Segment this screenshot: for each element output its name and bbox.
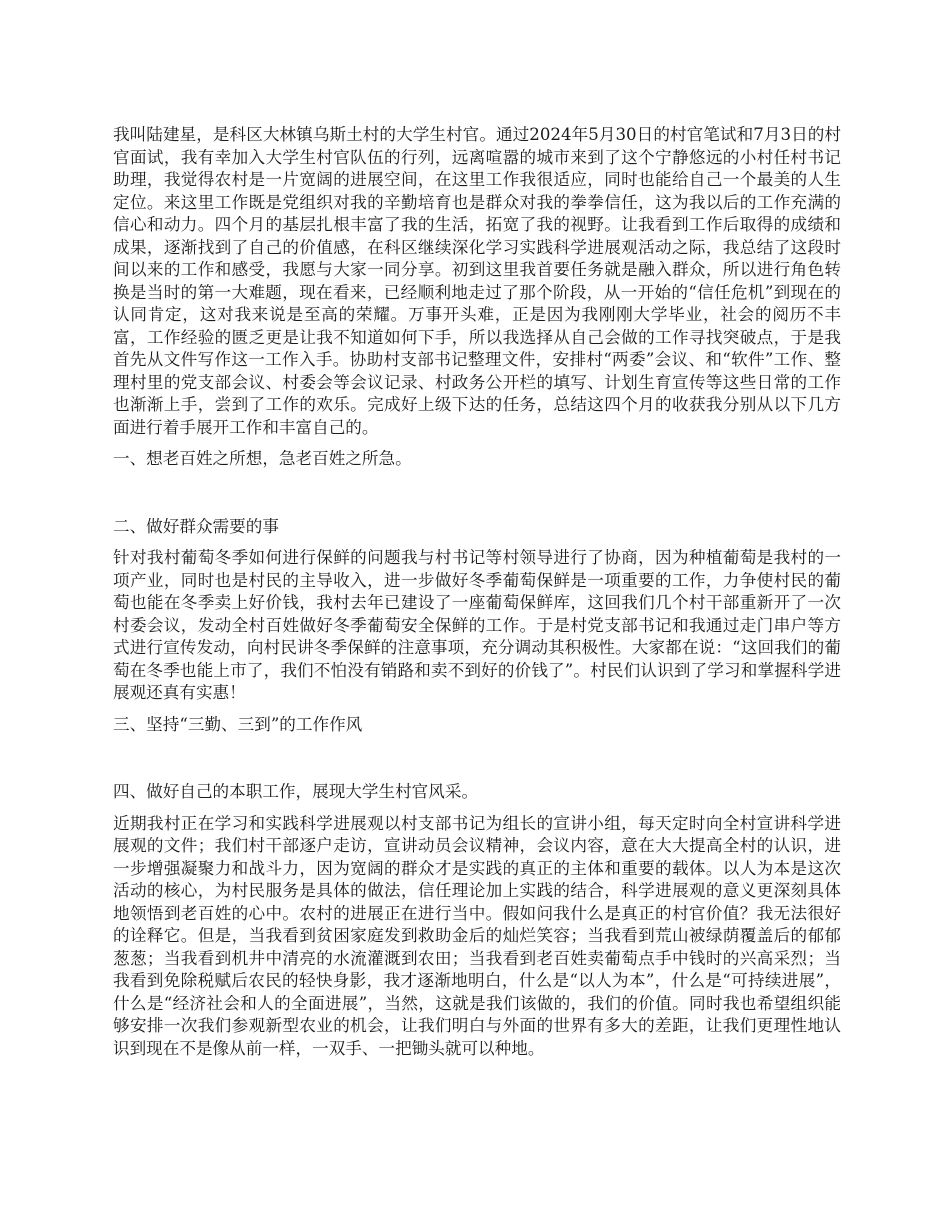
section-4-paragraph: 近期我村正在学习和实践科学进展观以村支部书记为组长的宣讲小组，每天定时向全村宣讲科学进展观的文件；我们村干部逐户走访，宣讲动员会议精神，会议内容，意在大大提高全村的认识，进一步增强凝聚力和战斗力，因为宽阔的群众才是实践的真正的主体和重要的载体。以人为本是这次活动的核心，为村民服务是具体的做法，信任理论加上实践的结合，科学进展观的意义更深刻具体地领悟到老百姓的心中。农村的进展正在进行当中。假如问我什么是真正的村官价值？我无法很好的诠释它。但是，当我看到贫困家庭发到救助金后的灿烂笑容；当我看到荒山被绿荫覆盖后的郁郁葱葱；当我看到机井中清亮的水流灌溉到农田；当我看到老百姓卖葡萄点手中钱时的兴高采烈；当我看到免除税赋后农民的轻快身影，我才逐渐地明白，什么是“以人为本”，什么是“可持续进展”，什么是“经济社会和人的全面进展”，当然，这就是我们该做的，我们的价值。同时我也希望组织能够安排一次我们参观新型农业的机会，让我们明白与外面的世界有多大的差距，让我们更理性地认识到现在不是像从前一样，一双手、一把锄头就可以种地。 <box>113 813 841 1058</box>
intro-paragraph: 我叫陆建星，是科区大林镇乌斯土村的大学生村官。通过2024年5月30日的村官笔试和7月3日的村官面试，我有幸加入大学生村官队伍的行列，远离喧嚣的城市来到了这个宁静悠远的小村任村书记助理，我觉得农村是一片宽阔的进展空间，在这里工作我很适应，同时也能给自己一个最美的人生定位。来这里工作既是党组织对我的辛勤培育也是群众对我的拳拳信任，这为我以后的工作充满的信心和动力。四个月的基层扎根丰富了我的生活，拓宽了我的视野。让我看到工作后取得的成绩和成果，逐渐找到了自己的价值感，在科区继续深化学习实践科学进展观活动之际，我总结了这段时间以来的工作和感受，我愿与大家一同分享。初到这里我首要任务就是融入群众，所以进行角色转换是当时的第一大难题，现在看来，已经顺利地走过了那个阶段，从一开始的“信任危机”到现在的认同肯定，这对我来说是至高的荣耀。万事开头难，正是因为我刚刚大学毕业，社会的阅历不丰富，工作经验的匮乏更是让我不知道如何下手，所以我选择从自己会做的工作寻找突破点，于是我首先从文件写作这一工作入手。协助村支部书记整理文件，安排村“两委”会议、和“软件”工作、整理村里的党支部会议、村委会等会议记录、村政务公开栏的填写、计划生育宣传等这些日常的工作也渐渐上手，尝到了工作的欢乐。完成好上级下达的任务，总结这四个月的收获我分别从以下几方面进行着手展开工作和丰富自己的。 <box>113 125 841 437</box>
section-heading-2: 二、做好群众需要的事 <box>113 516 279 536</box>
document-body <box>113 124 841 1069</box>
section-heading-3: 三、坚持“三勤、三到”的工作作风 <box>113 714 363 734</box>
spacer <box>113 804 841 813</box>
section-heading-1: 一、想老百姓之所想，急老百姓之所急。 <box>113 449 412 468</box>
spacer <box>113 471 841 516</box>
spacer <box>113 736 841 781</box>
section-2-paragraph: 针对我村葡萄冬季如何进行保鲜的问题我与村书记等村领导进行了协商，因为种植葡萄是我村的一项产业，同时也是村民的主导收入，进一步做好冬季葡萄保鲜是一项重要的工作，力争使村民的葡萄也能在冬季卖上好价钱，我村去年已建设了一座葡萄保鲜库，这回我们几个村干部重新开了一次村委会议，发动全村百姓做好冬季葡萄安全保鲜的工作。于是村党支部书记和我通过走门串户等方式进行宣传发动，向村民讲冬季保鲜的注意事项，充分调动其积极性。大家都在说：“这回我们的葡萄在冬季也能上市了，我们不怕没有销路和卖不到好的价钱了”。村民们认识到了学习和掌握科学进展观还真有实惠！ <box>113 548 841 702</box>
section-heading-4: 四、做好自己的本职工作，展现大学生村官风采。 <box>113 782 479 801</box>
spacer <box>113 538 841 547</box>
